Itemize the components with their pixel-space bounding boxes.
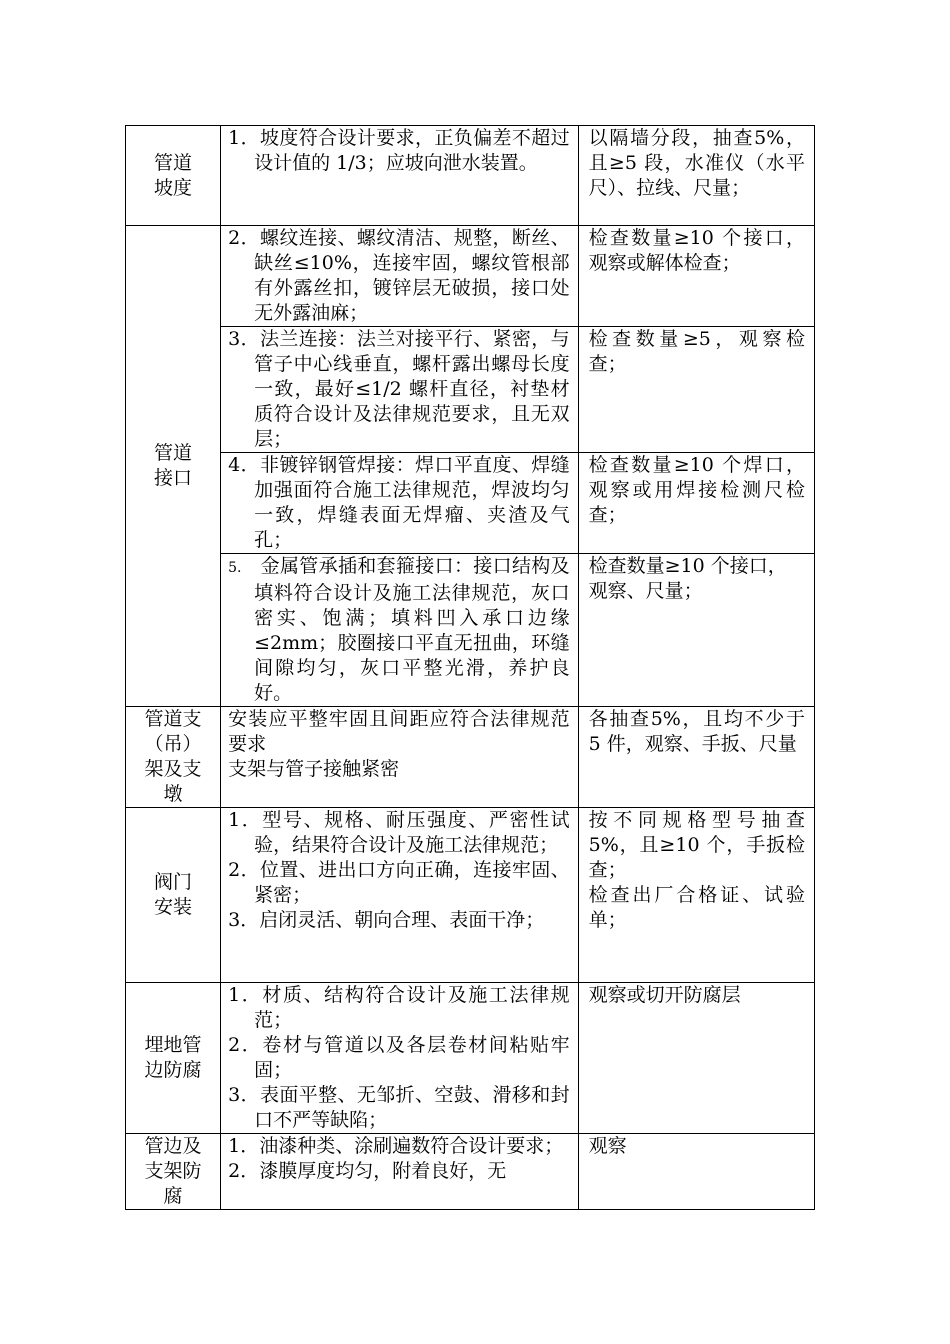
table-row bbox=[126, 1134, 815, 1210]
category-label: 埋地管 边防腐 bbox=[144, 1034, 202, 1081]
check-method-line: 检查数量≥10 个接口，观察或解体检查； bbox=[588, 227, 805, 274]
table-row bbox=[126, 126, 815, 226]
requirement-item: 3．法兰连接：法兰对接平行、紧密，与管子中心线垂直，螺杆露出螺母长度一致，最好≤1/2 螺杆直径，衬垫材质符合设计及法律规范要求，且无双层； bbox=[228, 328, 570, 450]
table-row bbox=[126, 707, 815, 808]
requirement-cell bbox=[221, 554, 579, 707]
category-cell bbox=[126, 226, 221, 707]
table-row bbox=[126, 453, 815, 554]
check-method-cell bbox=[578, 554, 814, 707]
check-method-cell bbox=[578, 707, 814, 808]
category-cell bbox=[126, 983, 221, 1134]
table-row bbox=[126, 808, 815, 983]
check-method-cell bbox=[578, 983, 814, 1134]
category-label: 阀门 安装 bbox=[154, 871, 193, 918]
category-label: 管道 接口 bbox=[154, 442, 193, 489]
requirement-item: 2．螺纹连接、螺纹清洁、规整，断丝、缺丝≤10%，连接牢固，螺纹管根部有外露丝扣，镀锌层无破损，接口处无外露油麻； bbox=[228, 227, 570, 324]
check-method-line: 观察、尺量； bbox=[588, 580, 703, 602]
requirement-item: 1．油漆种类、涂刷遍数符合设计要求； bbox=[228, 1135, 564, 1157]
category-cell bbox=[126, 707, 221, 808]
requirement-item: 2．卷材与管道以及各层卷材间粘贴牢固； bbox=[228, 1034, 570, 1081]
check-method-line: 检查数量≥5，观察检查； bbox=[588, 328, 805, 375]
category-label: 管道 坡度 bbox=[154, 151, 193, 199]
check-method-line: 检查数量≥10 个焊口，观察或用焊接检测尺检查； bbox=[588, 454, 805, 526]
requirement-item bbox=[228, 554, 570, 706]
requirement-cell bbox=[221, 808, 579, 983]
requirement-cell bbox=[221, 453, 579, 554]
requirement-cell bbox=[221, 707, 579, 808]
requirement-text: 金属管承插和套箍接口：接口结构及填料符合设计及施工法律规范，灰口密实、饱满；填料凹入承口边缘≤2mm；胶圈接口平直无扭曲，环缝间隙均匀，灰口平整光滑，养护良好。 bbox=[254, 555, 570, 704]
requirement-cell bbox=[221, 983, 579, 1134]
check-method-line: 各抽查5%，且均不少于 5 件，观察、手扳、尺量 bbox=[588, 708, 805, 755]
requirement-item: 4．非镀锌钢管焊接：焊口平直度、焊缝加强面符合施工法律规范，焊波均匀一致，焊缝表面无焊瘤、夹渣及气孔； bbox=[228, 454, 570, 551]
check-method-line: 检查出厂合格证、试验单； bbox=[588, 884, 805, 931]
check-method-cell bbox=[578, 327, 814, 453]
requirement-item: 安装应平整牢固且间距应符合法律规范要求 bbox=[228, 708, 570, 755]
requirement-cell bbox=[221, 1134, 579, 1210]
requirement-cell bbox=[221, 126, 579, 226]
category-cell bbox=[126, 126, 221, 226]
inspection-table bbox=[125, 125, 815, 1210]
check-method-line: 观察或切开防腐层 bbox=[588, 984, 741, 1006]
table-row bbox=[126, 226, 815, 327]
requirement-cell bbox=[221, 327, 579, 453]
category-label: 管边及 支架防 腐 bbox=[144, 1135, 202, 1207]
requirement-item: 1．坡度符合设计要求，正负偏差不超过设计值的 1/3；应坡向泄水装置。 bbox=[228, 127, 570, 174]
requirement-item: 1．型号、规格、耐压强度、严密性试验，结果符合设计及施工法律规范； bbox=[228, 809, 570, 856]
check-method-line: 观察 bbox=[588, 1135, 627, 1157]
requirement-item: 支架与管子接触紧密 bbox=[228, 758, 400, 780]
category-label: 管道支 （吊） 架及支 墩 bbox=[144, 708, 202, 805]
requirement-item: 2．位置、进出口方向正确，连接牢固、紧密； bbox=[228, 859, 570, 906]
check-method-line: 以隔墙分段，抽查5%，且≥5 段，水准仪（水平尺）、拉线、尺量； bbox=[588, 127, 805, 199]
category-cell bbox=[126, 808, 221, 983]
requirement-item: 1．材质、结构符合设计及施工法律规范； bbox=[228, 984, 570, 1031]
requirement-item: 3．启闭灵活、朝向合理、表面干净； bbox=[228, 909, 545, 931]
table-row bbox=[126, 327, 815, 453]
check-method-line: 检查数量≥10 个接口， bbox=[588, 555, 787, 577]
table-row bbox=[126, 554, 815, 707]
check-method-cell bbox=[578, 453, 814, 554]
item-number: 5. bbox=[228, 560, 242, 576]
check-method-cell bbox=[578, 808, 814, 983]
check-method-cell bbox=[578, 126, 814, 226]
check-method-line: 按不同规格型号抽查5%，且≥10 个，手扳检查； bbox=[588, 809, 805, 881]
check-method-cell bbox=[578, 226, 814, 327]
requirement-item: 2．漆膜厚度均匀，附着良好，无 bbox=[228, 1160, 507, 1182]
requirement-cell bbox=[221, 226, 579, 327]
table-row bbox=[126, 983, 815, 1134]
check-method-cell bbox=[578, 1134, 814, 1210]
category-cell bbox=[126, 1134, 221, 1210]
requirement-item: 3．表面平整、无邹折、空鼓、滑移和封口不严等缺陷； bbox=[228, 1084, 570, 1131]
